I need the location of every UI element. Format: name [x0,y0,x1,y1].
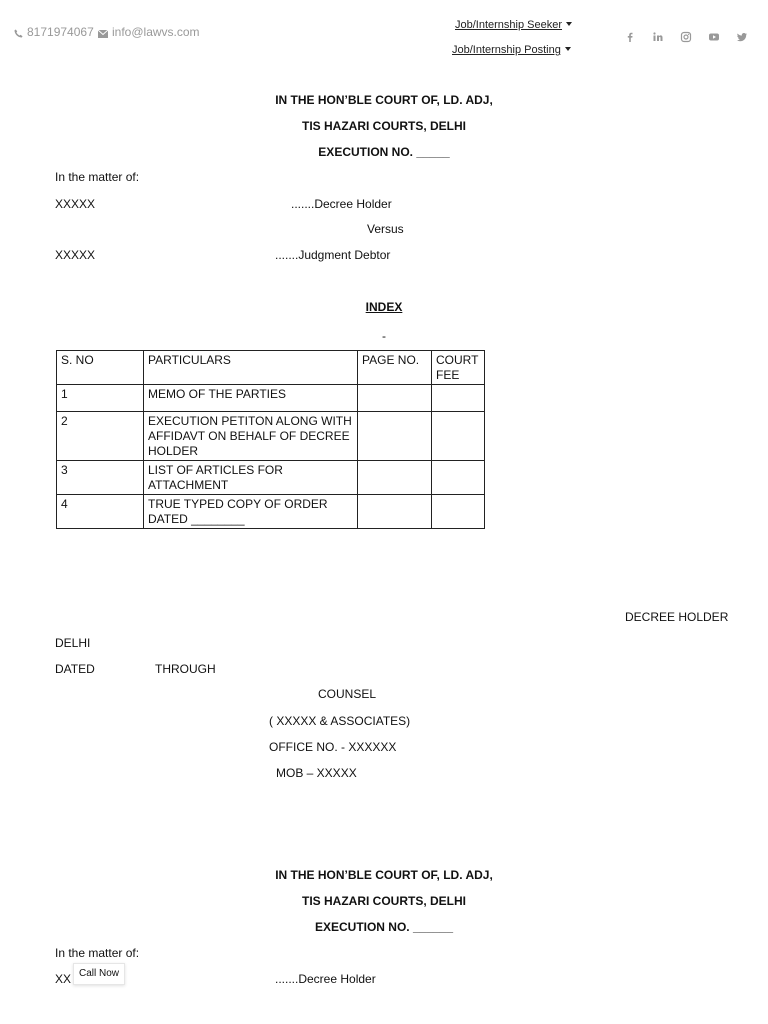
through-label: THROUGH [155,662,216,676]
chevron-down-icon [566,22,572,26]
dated-label: DATED [55,662,95,676]
associates-label: ( XXXXX & ASSOCIATES) [269,714,411,728]
index-dash: - [382,329,386,343]
row-page [358,461,432,495]
decree-holder-name-2: XX [55,972,72,986]
row-sno: 2 [57,412,144,461]
row-particulars: EXECUTION PETITON ALONG WITH AFFIDAVT ON BEHALF OF DECREE HOLDER [144,412,358,461]
row-fee [432,412,485,461]
index-title: INDEX [365,300,403,314]
row-page [358,495,432,529]
decree-holder-signature: DECREE HOLDER [625,610,729,624]
row-fee [432,495,485,529]
nav-job-posting[interactable] [452,42,571,56]
row-page [358,385,432,412]
matter-label-2: In the matter of: [55,946,140,960]
decree-holder-role: .......Decree Holder [291,197,392,211]
versus-label: Versus [367,222,404,236]
nav-job-posting-label[interactable]: Job/Internship Posting [452,44,561,56]
linkedin-icon[interactable] [652,31,664,43]
phone-contact[interactable] [14,25,94,39]
email-contact[interactable] [98,25,200,39]
nav-job-seeker[interactable] [455,17,572,31]
decree-holder-role-2: .......Decree Holder [275,972,376,986]
row-fee [432,461,485,495]
phone-icon [14,25,27,39]
index-table [56,350,485,529]
instagram-icon[interactable] [680,31,692,43]
place-label: DELHI [55,636,91,650]
header-court-fee: COURT FEE [432,351,485,385]
header-page-no: PAGE NO. [358,351,432,385]
decree-holder-name: XXXXX [55,197,96,211]
facebook-icon[interactable] [624,31,636,43]
execution-number: EXECUTION NO. _____ [318,145,450,159]
row-particulars: MEMO OF THE PARTIES [144,385,358,412]
row-sno: 3 [57,461,144,495]
row-sno: 1 [57,385,144,412]
nav-job-seeker-label[interactable]: Job/Internship Seeker [455,19,563,31]
court-heading-2: IN THE HON’BLE COURT OF, LD. ADJ, [275,868,493,882]
chevron-down-icon [565,47,571,51]
row-sno: 4 [57,495,144,529]
email-address: info@lawvs.com [112,25,200,39]
table-row [57,412,485,461]
row-fee [432,385,485,412]
header-particulars: PARTICULARS [144,351,358,385]
matter-label: In the matter of: [55,170,140,184]
judgment-debtor-role: .......Judgment Debtor [275,248,391,262]
judgment-debtor-name: XXXXX [55,248,96,262]
table-row [57,495,485,529]
twitter-icon[interactable] [736,31,748,43]
counsel-label: COUNSEL [318,687,377,701]
table-row [57,461,485,495]
court-location: TIS HAZARI COURTS, DELHI [302,119,466,133]
youtube-icon[interactable] [708,31,720,43]
execution-number-2: EXECUTION NO. ______ [314,920,454,934]
office-number: OFFICE NO. - XXXXXX [269,740,397,754]
row-particulars: LIST OF ARTICLES FOR ATTACHMENT [144,461,358,495]
court-location-2: TIS HAZARI COURTS, DELHI [302,894,466,908]
phone-number: 8171974067 [27,25,94,39]
mobile-number: MOB – XXXXX [276,766,357,780]
envelope-icon [98,25,112,39]
row-particulars: TRUE TYPED COPY OF ORDER DATED ________ [144,495,358,529]
row-page [358,412,432,461]
header-sno: S. NO [57,351,144,385]
table-header-row [57,351,485,385]
court-heading: IN THE HON’BLE COURT OF, LD. ADJ, [275,93,493,107]
call-now-button[interactable]: Call Now [73,963,125,985]
table-row [57,385,485,412]
